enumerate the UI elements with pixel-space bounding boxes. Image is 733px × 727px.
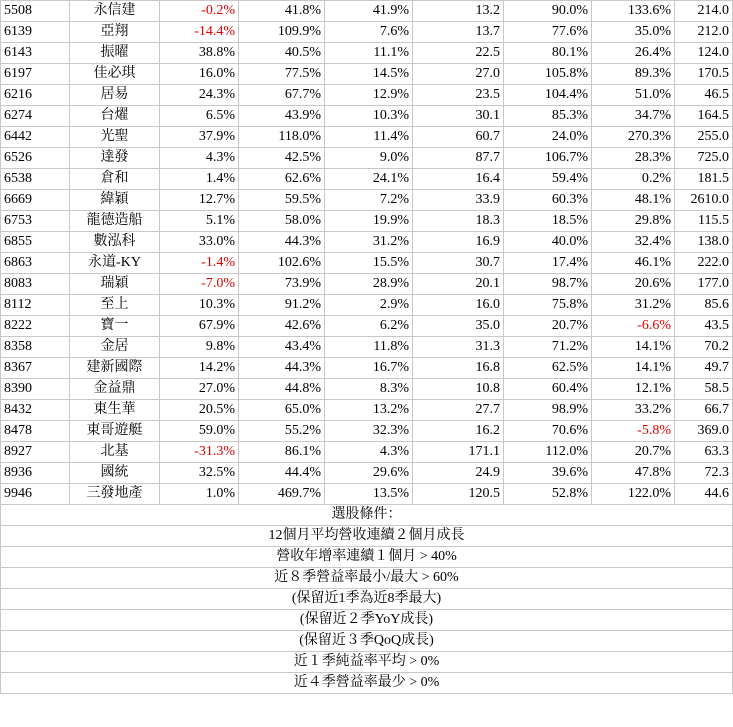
- value-cell-1: 32.5%: [160, 463, 239, 484]
- value-cell-3: 11.1%: [325, 43, 413, 64]
- value-cell-1: 6.5%: [160, 106, 239, 127]
- value-cell-5: 98.7%: [504, 274, 592, 295]
- value-cell-7: 49.7: [675, 358, 733, 379]
- condition-text: (保留近３季QoQ成長): [1, 631, 733, 652]
- table-row: [1, 190, 733, 211]
- value-cell-1: 1.4%: [160, 169, 239, 190]
- value-cell-2: 44.3%: [239, 358, 325, 379]
- table-row: [1, 1, 733, 22]
- stock-name-cell: 國統: [70, 463, 160, 484]
- value-cell-7: 70.2: [675, 337, 733, 358]
- value-cell-3: 14.5%: [325, 64, 413, 85]
- conditions-heading: 選股條件：: [1, 505, 733, 526]
- value-cell-5: 112.0%: [504, 442, 592, 463]
- stock-code-cell: 6197: [1, 64, 70, 85]
- stock-name-cell: 達發: [70, 148, 160, 169]
- value-cell-5: 18.5%: [504, 211, 592, 232]
- value-cell-5: 98.9%: [504, 400, 592, 421]
- stock-code-cell: 8390: [1, 379, 70, 400]
- value-cell-2: 469.7%: [239, 484, 325, 505]
- stock-name-cell: 倉和: [70, 169, 160, 190]
- value-cell-1: 12.7%: [160, 190, 239, 211]
- value-cell-1: 67.9%: [160, 316, 239, 337]
- condition-row: [1, 631, 733, 652]
- value-cell-3: 15.5%: [325, 253, 413, 274]
- value-cell-2: 44.8%: [239, 379, 325, 400]
- value-cell-2: 109.9%: [239, 22, 325, 43]
- value-cell-4: 35.0: [413, 316, 504, 337]
- stock-code-cell: 9946: [1, 484, 70, 505]
- stock-code-cell: 8432: [1, 400, 70, 421]
- value-cell-6: 20.6%: [592, 274, 675, 295]
- value-cell-5: 17.4%: [504, 253, 592, 274]
- value-cell-2: 41.8%: [239, 1, 325, 22]
- value-cell-5: 75.8%: [504, 295, 592, 316]
- value-cell-6: 28.3%: [592, 148, 675, 169]
- stock-code-cell: 8367: [1, 358, 70, 379]
- value-cell-7: 85.6: [675, 295, 733, 316]
- stock-code-cell: 6538: [1, 169, 70, 190]
- stock-name-cell: 亞翔: [70, 22, 160, 43]
- table-row: [1, 442, 733, 463]
- value-cell-4: 16.2: [413, 421, 504, 442]
- value-cell-7: 43.5: [675, 316, 733, 337]
- value-cell-6: -6.6%: [592, 316, 675, 337]
- value-cell-4: 27.7: [413, 400, 504, 421]
- condition-text: 12個月平均營收連續２個月成長: [1, 526, 733, 547]
- stock-name-cell: 永道-KY: [70, 253, 160, 274]
- value-cell-6: 34.7%: [592, 106, 675, 127]
- value-cell-6: 12.1%: [592, 379, 675, 400]
- value-cell-5: 52.8%: [504, 484, 592, 505]
- value-cell-3: 13.2%: [325, 400, 413, 421]
- value-cell-6: 35.0%: [592, 22, 675, 43]
- value-cell-1: 9.8%: [160, 337, 239, 358]
- value-cell-1: 20.5%: [160, 400, 239, 421]
- value-cell-3: 24.1%: [325, 169, 413, 190]
- stock-code-cell: 8112: [1, 295, 70, 316]
- value-cell-4: 30.7: [413, 253, 504, 274]
- value-cell-1: 16.0%: [160, 64, 239, 85]
- value-cell-3: 2.9%: [325, 295, 413, 316]
- value-cell-2: 43.9%: [239, 106, 325, 127]
- value-cell-5: 70.6%: [504, 421, 592, 442]
- value-cell-4: 13.2: [413, 1, 504, 22]
- value-cell-4: 31.3: [413, 337, 504, 358]
- stock-name-cell: 佳必琪: [70, 64, 160, 85]
- table-row: [1, 421, 733, 442]
- stock-code-cell: 6216: [1, 85, 70, 106]
- table-row: [1, 43, 733, 64]
- value-cell-7: 66.7: [675, 400, 733, 421]
- value-cell-6: 122.0%: [592, 484, 675, 505]
- stock-name-cell: 台燿: [70, 106, 160, 127]
- condition-text: 近８季營益率最小/最大 > 60%: [1, 568, 733, 589]
- stock-code-cell: 8936: [1, 463, 70, 484]
- value-cell-3: 11.8%: [325, 337, 413, 358]
- stock-name-cell: 北基: [70, 442, 160, 463]
- value-cell-7: 46.5: [675, 85, 733, 106]
- value-cell-6: 14.1%: [592, 358, 675, 379]
- value-cell-7: 177.0: [675, 274, 733, 295]
- value-cell-5: 60.3%: [504, 190, 592, 211]
- stock-name-cell: 瑞穎: [70, 274, 160, 295]
- stock-name-cell: 數泓科: [70, 232, 160, 253]
- value-cell-2: 118.0%: [239, 127, 325, 148]
- value-cell-2: 44.3%: [239, 232, 325, 253]
- condition-row: [1, 526, 733, 547]
- stock-name-cell: 東哥遊艇: [70, 421, 160, 442]
- value-cell-6: 89.3%: [592, 64, 675, 85]
- value-cell-3: 19.9%: [325, 211, 413, 232]
- value-cell-2: 73.9%: [239, 274, 325, 295]
- screening-conditions: [1, 505, 733, 694]
- stock-code-cell: 6526: [1, 148, 70, 169]
- value-cell-5: 104.4%: [504, 85, 592, 106]
- value-cell-1: 14.2%: [160, 358, 239, 379]
- value-cell-4: 30.1: [413, 106, 504, 127]
- value-cell-5: 77.6%: [504, 22, 592, 43]
- value-cell-4: 10.8: [413, 379, 504, 400]
- stock-code-cell: 6669: [1, 190, 70, 211]
- value-cell-5: 59.4%: [504, 169, 592, 190]
- value-cell-3: 41.9%: [325, 1, 413, 22]
- value-cell-6: 31.2%: [592, 295, 675, 316]
- value-cell-5: 39.6%: [504, 463, 592, 484]
- stock-code-cell: 8222: [1, 316, 70, 337]
- value-cell-7: 170.5: [675, 64, 733, 85]
- value-cell-2: 86.1%: [239, 442, 325, 463]
- value-cell-6: -5.8%: [592, 421, 675, 442]
- condition-row: [1, 610, 733, 631]
- value-cell-2: 44.4%: [239, 463, 325, 484]
- value-cell-4: 60.7: [413, 127, 504, 148]
- stock-code-cell: 8927: [1, 442, 70, 463]
- value-cell-7: 255.0: [675, 127, 733, 148]
- value-cell-3: 7.6%: [325, 22, 413, 43]
- value-cell-7: 138.0: [675, 232, 733, 253]
- stock-name-cell: 金居: [70, 337, 160, 358]
- value-cell-1: 4.3%: [160, 148, 239, 169]
- value-cell-2: 42.5%: [239, 148, 325, 169]
- value-cell-3: 7.2%: [325, 190, 413, 211]
- value-cell-2: 65.0%: [239, 400, 325, 421]
- value-cell-7: 214.0: [675, 1, 733, 22]
- value-cell-1: 38.8%: [160, 43, 239, 64]
- stock-name-cell: 三發地產: [70, 484, 160, 505]
- value-cell-1: 27.0%: [160, 379, 239, 400]
- value-cell-3: 4.3%: [325, 442, 413, 463]
- stock-name-cell: 寶一: [70, 316, 160, 337]
- value-cell-3: 9.0%: [325, 148, 413, 169]
- value-cell-7: 2610.0: [675, 190, 733, 211]
- value-cell-3: 16.7%: [325, 358, 413, 379]
- value-cell-6: 0.2%: [592, 169, 675, 190]
- value-cell-1: -1.4%: [160, 253, 239, 274]
- stock-name-cell: 至上: [70, 295, 160, 316]
- value-cell-5: 40.0%: [504, 232, 592, 253]
- table-row: [1, 253, 733, 274]
- value-cell-6: 51.0%: [592, 85, 675, 106]
- table-row: [1, 211, 733, 232]
- value-cell-1: -31.3%: [160, 442, 239, 463]
- value-cell-5: 20.7%: [504, 316, 592, 337]
- value-cell-4: 16.8: [413, 358, 504, 379]
- stock-name-cell: 居易: [70, 85, 160, 106]
- value-cell-4: 16.9: [413, 232, 504, 253]
- value-cell-2: 42.6%: [239, 316, 325, 337]
- value-cell-4: 16.0: [413, 295, 504, 316]
- value-cell-3: 13.5%: [325, 484, 413, 505]
- table-row: [1, 358, 733, 379]
- stock-name-cell: 光聖: [70, 127, 160, 148]
- value-cell-4: 13.7: [413, 22, 504, 43]
- stock-name-cell: 東生華: [70, 400, 160, 421]
- condition-row: [1, 589, 733, 610]
- value-cell-4: 27.0: [413, 64, 504, 85]
- value-cell-5: 71.2%: [504, 337, 592, 358]
- value-cell-4: 18.3: [413, 211, 504, 232]
- value-cell-3: 11.4%: [325, 127, 413, 148]
- value-cell-3: 8.3%: [325, 379, 413, 400]
- stock-code-cell: 6139: [1, 22, 70, 43]
- table-row: [1, 337, 733, 358]
- condition-row: [1, 673, 733, 694]
- table-row: [1, 148, 733, 169]
- value-cell-1: 24.3%: [160, 85, 239, 106]
- table-row: [1, 316, 733, 337]
- table-row: [1, 22, 733, 43]
- value-cell-2: 77.5%: [239, 64, 325, 85]
- value-cell-4: 171.1: [413, 442, 504, 463]
- value-cell-6: 20.7%: [592, 442, 675, 463]
- value-cell-5: 90.0%: [504, 1, 592, 22]
- value-cell-7: 72.3: [675, 463, 733, 484]
- value-cell-1: -7.0%: [160, 274, 239, 295]
- value-cell-1: 5.1%: [160, 211, 239, 232]
- stock-code-cell: 6863: [1, 253, 70, 274]
- value-cell-2: 91.2%: [239, 295, 325, 316]
- table-row: [1, 295, 733, 316]
- value-cell-4: 87.7: [413, 148, 504, 169]
- stock-name-cell: 緯穎: [70, 190, 160, 211]
- value-cell-2: 55.2%: [239, 421, 325, 442]
- value-cell-4: 33.9: [413, 190, 504, 211]
- stock-name-cell: 建新國際: [70, 358, 160, 379]
- value-cell-7: 63.3: [675, 442, 733, 463]
- value-cell-6: 26.4%: [592, 43, 675, 64]
- value-cell-7: 115.5: [675, 211, 733, 232]
- value-cell-5: 80.1%: [504, 43, 592, 64]
- value-cell-1: 37.9%: [160, 127, 239, 148]
- value-cell-7: 222.0: [675, 253, 733, 274]
- value-cell-4: 16.4: [413, 169, 504, 190]
- value-cell-1: -0.2%: [160, 1, 239, 22]
- value-cell-6: 33.2%: [592, 400, 675, 421]
- stock-code-cell: 8358: [1, 337, 70, 358]
- stock-code-cell: 6855: [1, 232, 70, 253]
- value-cell-1: 1.0%: [160, 484, 239, 505]
- value-cell-3: 28.9%: [325, 274, 413, 295]
- value-cell-4: 22.5: [413, 43, 504, 64]
- value-cell-5: 85.3%: [504, 106, 592, 127]
- value-cell-7: 58.5: [675, 379, 733, 400]
- value-cell-5: 24.0%: [504, 127, 592, 148]
- table-row: [1, 106, 733, 127]
- value-cell-2: 59.5%: [239, 190, 325, 211]
- value-cell-3: 29.6%: [325, 463, 413, 484]
- value-cell-4: 120.5: [413, 484, 504, 505]
- value-cell-2: 62.6%: [239, 169, 325, 190]
- condition-text: 營收年增率連續１個月 > 40%: [1, 547, 733, 568]
- value-cell-7: 124.0: [675, 43, 733, 64]
- condition-row: [1, 505, 733, 526]
- value-cell-1: -14.4%: [160, 22, 239, 43]
- value-cell-2: 58.0%: [239, 211, 325, 232]
- table-row: [1, 274, 733, 295]
- value-cell-6: 14.1%: [592, 337, 675, 358]
- stock-code-cell: 6753: [1, 211, 70, 232]
- value-cell-7: 181.5: [675, 169, 733, 190]
- stock-name-cell: 龍德造船: [70, 211, 160, 232]
- value-cell-3: 6.2%: [325, 316, 413, 337]
- value-cell-3: 12.9%: [325, 85, 413, 106]
- value-cell-5: 62.5%: [504, 358, 592, 379]
- value-cell-4: 23.5: [413, 85, 504, 106]
- stock-code-cell: 5508: [1, 1, 70, 22]
- table-row: [1, 463, 733, 484]
- condition-row: [1, 547, 733, 568]
- table-row: [1, 232, 733, 253]
- value-cell-4: 20.1: [413, 274, 504, 295]
- value-cell-4: 24.9: [413, 463, 504, 484]
- condition-row: [1, 652, 733, 673]
- stock-name-cell: 金益鼎: [70, 379, 160, 400]
- value-cell-7: 164.5: [675, 106, 733, 127]
- table-row: [1, 64, 733, 85]
- value-cell-2: 102.6%: [239, 253, 325, 274]
- value-cell-5: 105.8%: [504, 64, 592, 85]
- value-cell-6: 29.8%: [592, 211, 675, 232]
- table-row: [1, 379, 733, 400]
- table-row: [1, 127, 733, 148]
- value-cell-7: 44.6: [675, 484, 733, 505]
- value-cell-1: 33.0%: [160, 232, 239, 253]
- condition-text: 近４季營益率最少 > 0%: [1, 673, 733, 694]
- stock-code-cell: 8083: [1, 274, 70, 295]
- stock-name-cell: 振曜: [70, 43, 160, 64]
- value-cell-6: 270.3%: [592, 127, 675, 148]
- value-cell-1: 10.3%: [160, 295, 239, 316]
- stock-name-cell: 永信建: [70, 1, 160, 22]
- condition-text: (保留近1季為近8季最大): [1, 589, 733, 610]
- value-cell-2: 67.7%: [239, 85, 325, 106]
- value-cell-5: 106.7%: [504, 148, 592, 169]
- value-cell-1: 59.0%: [160, 421, 239, 442]
- value-cell-6: 133.6%: [592, 1, 675, 22]
- stock-code-cell: 6274: [1, 106, 70, 127]
- value-cell-3: 31.2%: [325, 232, 413, 253]
- stock-code-cell: 6442: [1, 127, 70, 148]
- value-cell-7: 369.0: [675, 421, 733, 442]
- stock-code-cell: 8478: [1, 421, 70, 442]
- table-row: [1, 85, 733, 106]
- value-cell-7: 725.0: [675, 148, 733, 169]
- condition-text: (保留近２季YoY成長): [1, 610, 733, 631]
- value-cell-3: 10.3%: [325, 106, 413, 127]
- value-cell-2: 43.4%: [239, 337, 325, 358]
- stock-rows: [1, 1, 733, 505]
- table-row: [1, 400, 733, 421]
- condition-text: 近１季純益率平均 > 0%: [1, 652, 733, 673]
- value-cell-6: 32.4%: [592, 232, 675, 253]
- value-cell-6: 46.1%: [592, 253, 675, 274]
- table-row: [1, 169, 733, 190]
- value-cell-7: 212.0: [675, 22, 733, 43]
- value-cell-2: 40.5%: [239, 43, 325, 64]
- condition-row: [1, 568, 733, 589]
- value-cell-3: 32.3%: [325, 421, 413, 442]
- value-cell-6: 48.1%: [592, 190, 675, 211]
- stock-code-cell: 6143: [1, 43, 70, 64]
- value-cell-6: 47.8%: [592, 463, 675, 484]
- table-row: [1, 484, 733, 505]
- value-cell-5: 60.4%: [504, 379, 592, 400]
